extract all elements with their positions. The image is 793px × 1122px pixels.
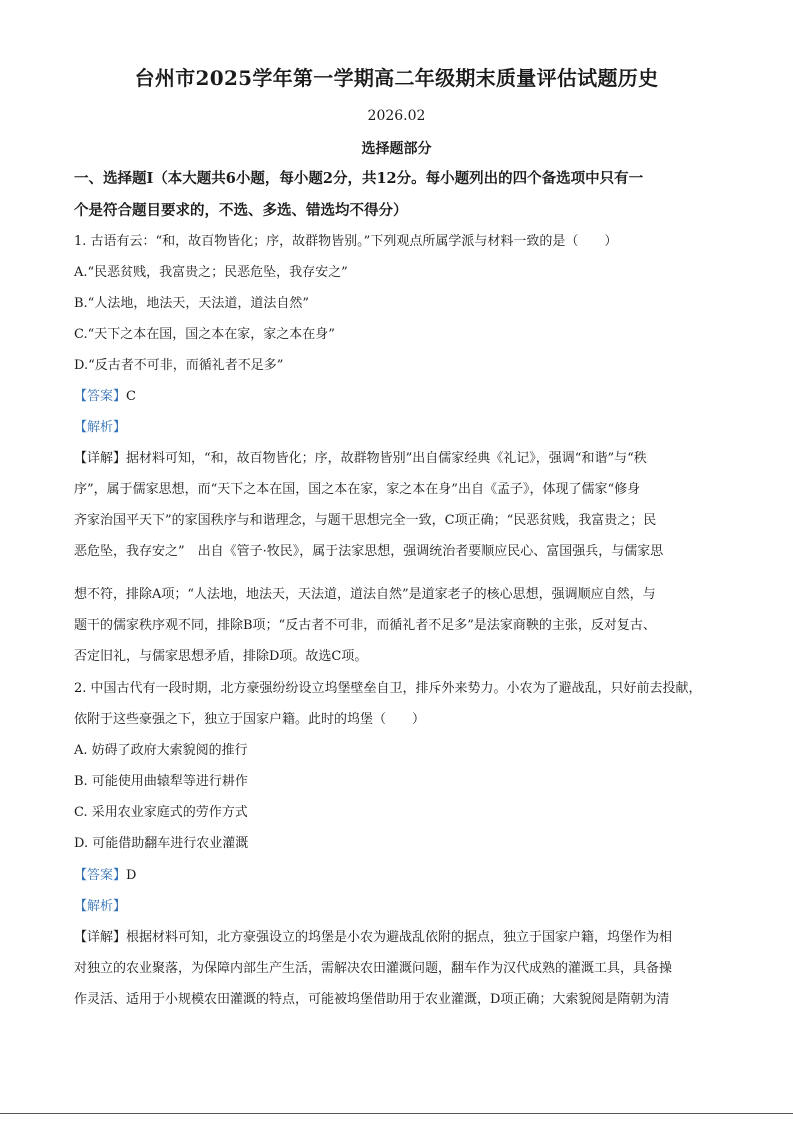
q1-detail-line-7: 否定旧礼，与儒家思想矛盾，排除D项。故选C项。: [74, 649, 368, 664]
detail-tag: 【详解】: [74, 930, 127, 945]
q2-analysis-tag: 【解析】: [74, 899, 127, 914]
detail-tag: 【详解】: [74, 451, 127, 466]
q1-answer: [74, 388, 136, 406]
q2-option-c: C. 采用农业家庭式的劳作方式: [74, 805, 248, 820]
q1-detail-line-3: 齐家治国平天下”的家国秩序与和谐理念，与题干思想完全一致，C项正确；“民恶贫贱，我富贵之；民: [74, 513, 657, 528]
q1-stem: 1. 古语有云：“和，故百物皆化；序，故群物皆别。”下列观点所属学派与材料一致的是（ ）: [74, 234, 618, 249]
section-heading-line-2: 个是符合题目要求的，不选、多选、错选均不得分）: [74, 202, 408, 219]
part-title: 选择题部分: [361, 141, 432, 157]
q2-detail-line-1: 【详解】根据材料可知，北方豪强设立的坞堡是小农为避战乱依附的据点，独立于国家户籍，坞堡作为相: [74, 930, 673, 945]
q1-option-a: A.“民恶贫贱，我富贵之；民恶危坠，我存安之”: [74, 265, 348, 280]
q2-option-b: B. 可能使用曲辕犁等进行耕作: [74, 774, 248, 789]
document-title: 台州市2025学年第一学期高二年级期末质量评估试题历史: [134, 66, 659, 90]
q1-option-c: C.“天下之本在国，国之本在家，家之本在身”: [74, 327, 335, 342]
answer-value: C: [126, 389, 136, 404]
answer-value: D: [126, 868, 137, 883]
q2-detail-line-2: 对独立的农业聚落，为保障内部生产生活，需解决农田灌溉问题，翻车作为汉代成熟的灌溉工具，具备操: [74, 961, 673, 976]
answer-tag: 【答案】: [74, 868, 127, 883]
q1-detail-line-2: 序”，属于儒家思想，而“天下之本在国，国之本在家，家之本在身”出自《孟子》，体现了儒家“修身: [74, 482, 641, 497]
page-bottom-rule: [0, 1113, 793, 1114]
q2-option-a: A. 妨碍了政府大索貌阅的推行: [74, 743, 248, 758]
q1-detail-line-5: 想不符，排除A项；“人法地，地法天，天法道，道法自然”是道家老子的核心思想，强调顺应自然，与: [74, 587, 656, 602]
exam-date: 2026.02: [367, 108, 426, 124]
q1-detail-line-4: 恶危坠，我存安之” 出自《管子·牧民》，属于法家思想，强调统治者要顺应民心、富国强兵，与儒家思: [74, 544, 664, 559]
q1-detail-line-6: 题干的儒家秩序观不同，排除B项；“反古者不可非，而循礼者不足多”是法家商鞅的主张，反对复古、: [74, 618, 656, 633]
q2-stem-line-1: 2. 中国古代有一段时期，北方豪强纷纷设立坞堡壁垒自卫，排斥外来势力。小农为了避战乱，只好前去投献，: [74, 681, 702, 696]
section-heading-line-1: 一、选择题Ⅰ（本大题共6小题，每小题2分，共12分。每小题列出的四个备选项中只有一: [74, 170, 644, 187]
q2-option-d: D. 可能借助翻车进行农业灌溉: [74, 836, 249, 851]
answer-tag: 【答案】: [74, 389, 127, 404]
q1-detail-line-1: 【详解】据材料可知，“和，故百物皆化；序，故群物皆别”出自儒家经典《礼记》，强调“和谐”与“秩: [74, 451, 647, 466]
q2-answer: [74, 867, 136, 885]
q2-detail-line-3: 作灵活、适用于小规模农田灌溉的特点，可能被坞堡借助用于农业灌溉，D项正确；大索貌阅是隋朝为清: [74, 992, 670, 1007]
q1-analysis-tag: 【解析】: [74, 420, 127, 435]
q1-option-d: D.“反古者不可非，而循礼者不足多”: [74, 358, 284, 373]
q1-option-b: B.“人法地，地法天，天法道，道法自然”: [74, 296, 309, 311]
q2-stem-line-2: 依附于这些豪强之下，独立于国家户籍。此时的坞堡（ ）: [74, 712, 426, 727]
